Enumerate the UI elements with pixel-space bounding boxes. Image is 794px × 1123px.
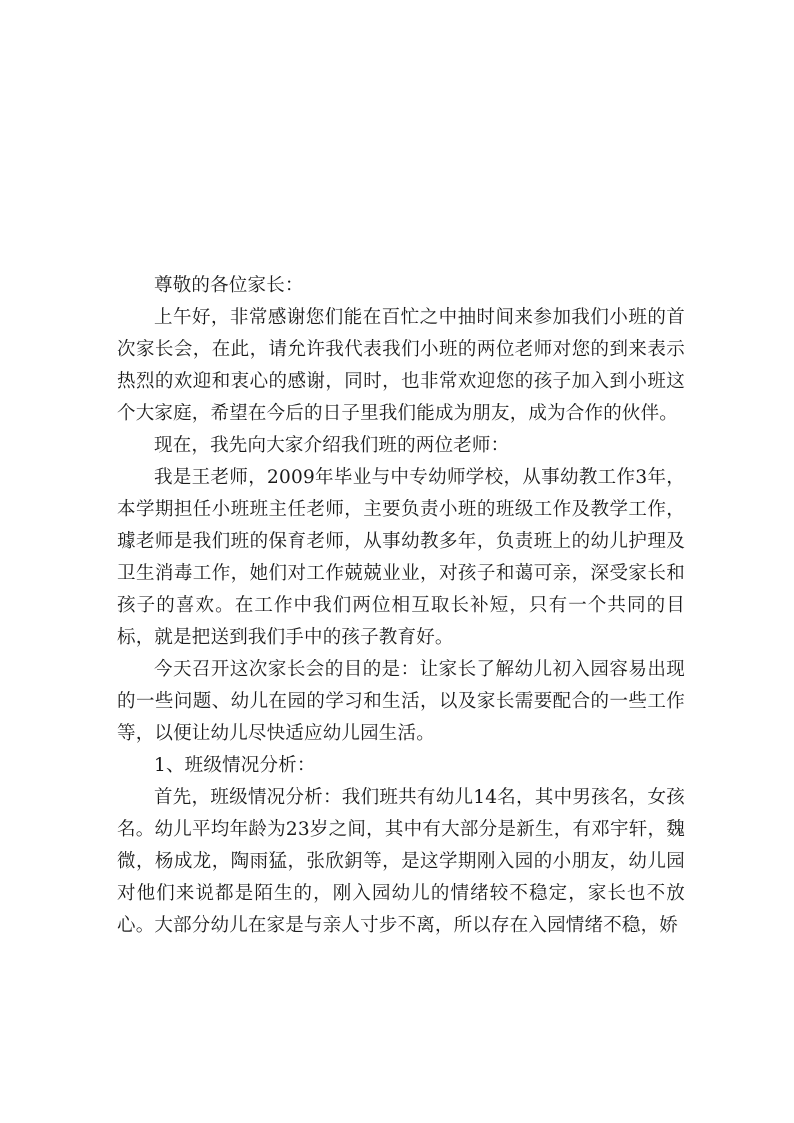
paragraph-welcome: 上午好，非常感谢您们能在百忙之中抽时间来参加我们小班的首次家长会，在此，请允许我代表我们小班的两位老师对您的到来表示热烈的欢迎和衷心的感谢，同时，也非常欢迎您的孩子加入到小班这个大家庭，希望在今后的日子里我们能成为朋友，成为合作的伙伴。 bbox=[117, 307, 685, 424]
paragraph-teacher-details: 我是王老师，2009年毕业与中专幼师学校，从事幼教工作3年，本学期担任小班班主任老师，主要负责小班的班级工作及教学工作，璩老师是我们班的保育老师，从事幼教多年，负责班上的幼儿护理及卫生消毒工作，她们对工作兢兢业业，对孩子和蔼可亲，深受家长和孩子的喜欢。在工作中我们两位相互取长补短，只有一个共同的目标，就是把送到我们手中的孩子教育好。 bbox=[117, 467, 685, 648]
paragraph-class-analysis: 首先，班级情况分析：我们班共有幼儿14名，其中男孩名，女孩名。幼儿平均年龄为23岁之间，其中有大部分是新生，有邓宇轩，魏微，杨成龙，陶雨猛，张欣鈅等，是这学期刚入园的小朋友，幼儿园对他们来说都是陌生的，刚入园幼儿的情绪较不稳定，家长也不放心。大部分幼儿在家是与亲人寸步不离，所以存在入园情绪不稳，娇 bbox=[117, 787, 685, 936]
paragraph-meeting-purpose: 今天召开这次家长会的目的是：让家长了解幼儿初入园容易出现的一些问题、幼儿在园的学习和生活，以及家长需要配合的一些工作等，以便让幼儿尽快适应幼儿园生活。 bbox=[117, 659, 685, 744]
document-body bbox=[117, 270, 685, 942]
paragraph-intro-teachers: 现在，我先向大家介绍我们班的两位老师： bbox=[154, 435, 510, 456]
section-heading-class-analysis: 1、班级情况分析： bbox=[154, 755, 316, 776]
greeting: 尊敬的各位家长： bbox=[154, 275, 304, 296]
